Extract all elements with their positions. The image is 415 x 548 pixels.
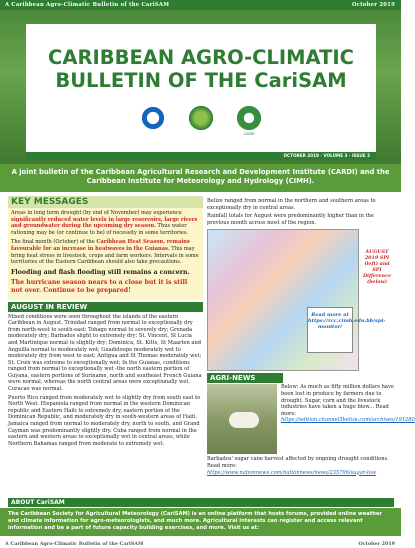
- left-column: [8, 196, 203, 449]
- title-line-1: CARIBBEAN AGRO-CLIMATIC: [48, 46, 354, 69]
- key-message-3: Flooding and flash flooding still remains a concern.: [11, 268, 190, 276]
- footer: [0, 540, 401, 548]
- read-more-link[interactable]: Read more at https://rcc.cimh.edu.bb/spi-monitor/: [307, 307, 353, 353]
- key-message-2: [11, 239, 200, 265]
- km1-tail: Thus water rationing may be (or continue to be) of necessity in some territories.: [11, 223, 189, 236]
- agri-news-2: [207, 456, 395, 476]
- issue-strip: [26, 152, 376, 160]
- agri-news-text: [281, 384, 415, 424]
- spi-map-caption: AUGUST 2019 SPI (left) and SPI Difference (below): [362, 249, 392, 286]
- cimh-logo: [139, 104, 167, 132]
- cardi-logo-label: CARDI: [243, 132, 255, 136]
- footer-date: October 2019: [358, 541, 395, 547]
- top-bar-title: A Caribbean Agro-Climatic Bulletin of the CariSAM: [5, 2, 170, 8]
- august-paragraph-1: Mixed conditions were seen throughout the islands of the eastern Caribbean in August. Trinidad ranged from normal to exceptionally dry from north-west to south-east; Tobago normal to severely dry; Grenada moderately dry; Barbados slight to extremely dry; St. Vincent, St Lucia and Martinique normal to slightly dry; Dominica, St. Kitts, St Maarten and Anguilla normal to moderately wet; Guadeloupe moderately wet to moderately dry from west to east; Antigua and St Thomas moderately wet; St. Croix was extreme to exceptionally wet; In the Guianas, conditions ranged from normal to exceptionally wet -the north eastern portion of Guyana, eastern portions of Suriname, north and southeast French Guiana were normal, whereas the north central areas were exceptionally wet. Curacao was normal.: [8, 313, 202, 393]
- right-paragraph-1: Belize ranged from normal in the northern and southern areas to exceptionally dry in central areas.: [207, 198, 376, 211]
- agri-news-heading: AGRI-NEWS: [207, 373, 283, 383]
- august-body: [8, 314, 203, 448]
- subhead: A joint bulletin of the Caribbean Agricultural Research and Development Institute (CARDI) and the Caribbean Institute for Meteorology and Hydrology (CIMH).: [0, 164, 401, 192]
- livestock-photo: [207, 384, 277, 454]
- agri-link-2[interactable]: https://www.nationnews.com/nationnews/news/235796/sugar-low: [207, 469, 377, 476]
- header: [0, 10, 401, 164]
- right-column: [207, 196, 415, 476]
- key-messages-heading: KEY MESSAGES: [8, 196, 203, 208]
- km1-plain: Areas in long term drought (by end of November) may experience: [11, 210, 182, 216]
- agri-text-2: Barbados' sugar cane harvest affected by ongoing drought conditions. Read more:: [207, 456, 389, 469]
- km2-plain: The final month (October) of the: [11, 239, 97, 246]
- key-messages-box: [8, 208, 203, 300]
- key-message-1: [11, 210, 200, 236]
- title-banner: [26, 24, 376, 152]
- km2-red: Caribbean Heat Season, remains favourable for an increase in heatwaves in the Guianas.: [11, 239, 190, 252]
- cardi-logo: [235, 104, 263, 132]
- logo-row: [26, 104, 376, 140]
- footer-title: A Caribbean Agro-Climatic Bulletin of the CariSAM: [5, 541, 144, 547]
- agri-link-1[interactable]: https://edition.channel5belize.com/archives/191280: [281, 417, 415, 424]
- right-paragraph-2: Rainfall totals for August were predominantly higher than in the previous month across most of the region.: [207, 213, 374, 226]
- august-heading: AUGUST IN REVIEW: [8, 302, 203, 312]
- top-bar-date: October 2019: [351, 2, 395, 8]
- right-body: [207, 198, 395, 226]
- agri-text-1: Below: As much as fifty million dollars have been lost in produce by farmers due to drought. Sugar, corn and the livestock industries have taken a huge blow... Read more:: [281, 384, 394, 417]
- issue-info: OCTOBER 2019 · VOLUME 3 · ISSUE 2: [283, 153, 370, 158]
- top-bar: [0, 0, 401, 10]
- about-heading: ABOUT CariSAM: [8, 498, 394, 507]
- august-paragraph-2: Puerto Rico ranged from moderately wet to slightly dry from south east to North West. Hispaniola ranged from normal in the western Dominican republic and Eastern Haiti to extremely dry, eastern portion of the Dominican Republic, and moderately dry in south-western areas of Haiti. Jamaica ranged from normal to moderately dry, north to south, and Grand Cayman was predominantly slightly dry. Cuba ranged from normal in the eastern and western areas to exceptionally wet in central areas, while Northern Bahamas ranged from moderate to extremely wet.: [8, 394, 201, 447]
- title-line-2: BULLETIN OF THE CariSAM: [55, 69, 347, 92]
- spi-figure: [207, 229, 395, 369]
- km1-red: significantly reduced water levels in large reservoirs, large rivers and groundwater during the upcoming dry season.: [11, 216, 198, 230]
- cow-shape: [229, 412, 259, 428]
- carisam-logo: [187, 104, 215, 132]
- agri-news: [207, 384, 415, 456]
- km2-tail: This may bring heat stress in livestock, crops and farm workers. Intervals in some territories of the Eastern Caribbean should also take precautions.: [11, 245, 199, 266]
- about-text: The Caribbean Society for Agricultural Meteorology (CariSAM) is an online platform that hosts forums, provided online weather and climate information for agro-meteorologists, and much more. Agricultural interests can register and access relevant information and be a part of future capacity building exercises, and more. Visit us at:: [0, 508, 401, 536]
- key-message-4: The hurricane season nears to a close but it is still not over. Continue to be prepared!: [11, 279, 188, 294]
- bulletin-title: [26, 46, 376, 92]
